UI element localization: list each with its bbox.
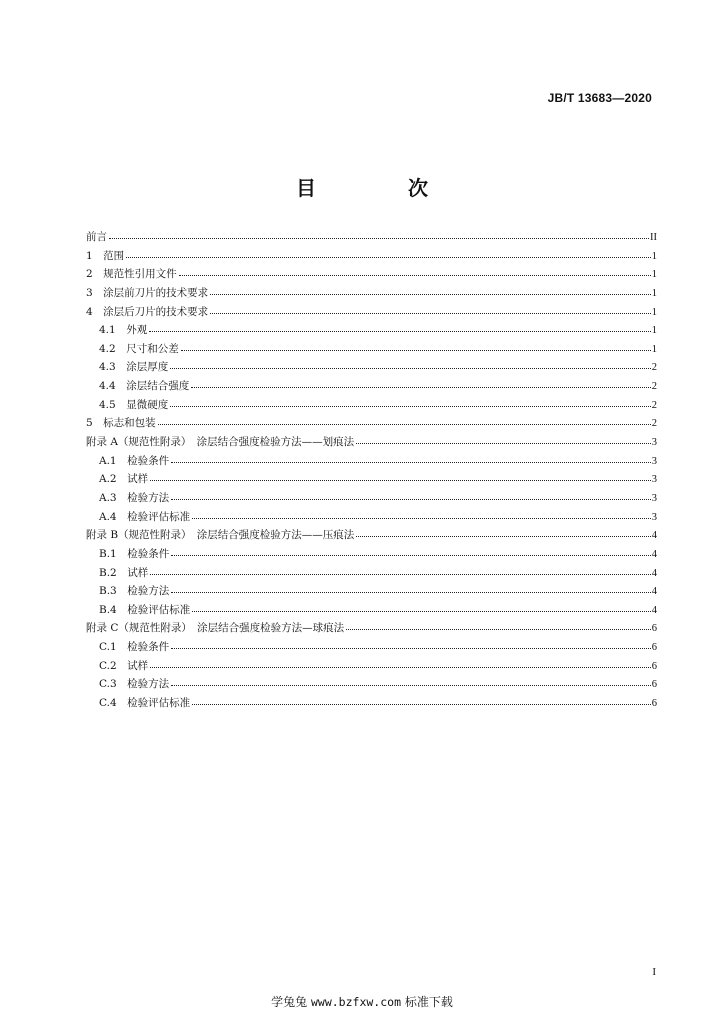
toc-entry-page: 1	[651, 287, 657, 299]
toc-entry-title: A.3 检验方法	[99, 491, 170, 504]
toc-entry-page: 1	[651, 306, 657, 318]
toc-entry[interactable]	[86, 414, 657, 433]
toc-entry[interactable]	[86, 358, 657, 377]
toc-entry-title: 4.5 显微硬度	[99, 398, 169, 411]
toc-entry[interactable]	[86, 433, 657, 452]
toc-entry[interactable]	[86, 619, 657, 638]
toc-entry-title: A.1 检验条件	[99, 454, 170, 467]
toc-entry[interactable]	[86, 340, 657, 359]
toc-dot-leader	[170, 399, 651, 407]
toc-entry-title: C.1 检验条件	[99, 641, 170, 654]
toc-entry[interactable]	[86, 489, 657, 508]
toc-entry-title: 5 标志和包装	[86, 417, 156, 430]
toc-dot-leader	[171, 492, 651, 500]
toc-entry-title: 2 规范性引用文件	[86, 268, 177, 281]
toc-dot-leader	[171, 641, 651, 649]
toc-entry-title: B.3 检验方法	[99, 585, 170, 598]
toc-entry-page: 2	[651, 418, 657, 430]
toc-entry[interactable]	[86, 545, 657, 564]
toc-dot-leader	[346, 622, 651, 630]
toc-entry-title: B.2 试样	[99, 566, 149, 579]
toc-dot-leader	[150, 660, 651, 668]
toc-dot-leader	[179, 268, 651, 276]
toc-entry-page: 1	[651, 250, 657, 262]
toc-entry[interactable]	[86, 303, 657, 322]
toc-entry-title: 附录 C（规范性附录） 涂层结合强度检验方法—球痕法	[86, 622, 345, 635]
toc-entry-page: 4	[651, 604, 657, 616]
toc-entry-title: 4 涂层后刀片的技术要求	[86, 305, 209, 318]
toc-entry-title: 3 涂层前刀片的技术要求	[86, 286, 209, 299]
toc-entry[interactable]	[86, 564, 657, 583]
toc-entry-title: 附录 A（规范性附录） 涂层结合强度检验方法——划痕法	[86, 436, 355, 449]
toc-dot-leader	[158, 417, 651, 425]
toc-entry-title: 前言	[86, 231, 107, 243]
toc-dot-leader	[150, 473, 651, 481]
toc-entry-title: 4.4 涂层结合强度	[99, 380, 190, 393]
footer-site-name: 学兔兔	[271, 995, 308, 1009]
toc-entry-page: 1	[651, 269, 657, 281]
toc-entry[interactable]	[86, 657, 657, 676]
toc-entry[interactable]	[86, 470, 657, 489]
toc-dot-leader	[210, 287, 651, 295]
footer-tagline: 标准下载	[404, 995, 453, 1009]
toc-dot-leader	[191, 380, 651, 388]
toc-dot-leader	[170, 361, 651, 369]
page-number: I	[652, 966, 656, 978]
toc-dot-leader	[171, 455, 651, 463]
toc-entry-page: II	[650, 232, 657, 243]
toc-entry-page: 6	[651, 623, 657, 635]
toc-entry-page: 6	[651, 698, 657, 710]
toc-entry-page: 1	[651, 343, 657, 355]
toc-dot-leader	[192, 511, 651, 519]
toc-entry-title: C.4 检验评估标准	[99, 697, 191, 710]
toc-entry-page: 6	[651, 679, 657, 691]
toc-dot-leader	[171, 678, 651, 686]
toc-entry[interactable]	[86, 638, 657, 657]
toc-entry-page: 2	[651, 362, 657, 374]
toc-entry-page: 2	[651, 399, 657, 411]
toc-entry-page: 3	[651, 455, 657, 467]
toc-entry[interactable]	[86, 694, 657, 713]
page-title: 目 次	[296, 176, 464, 200]
toc-entry-page: 3	[651, 492, 657, 504]
toc-entry-page: 1	[651, 325, 657, 337]
toc-entry[interactable]	[86, 452, 657, 471]
toc-entry[interactable]	[86, 396, 657, 415]
toc-entry[interactable]	[86, 675, 657, 694]
toc-entry-page: 4	[651, 548, 657, 560]
toc-entry-page: 4	[651, 530, 657, 542]
toc-entry-title: 4.2 尺寸和公差	[99, 342, 179, 355]
toc-entry-page: 2	[651, 381, 657, 393]
toc-entry-page: 6	[651, 642, 657, 654]
toc-entry-page: 4	[651, 567, 657, 579]
footer-url[interactable]: www.bzfxw.com	[310, 995, 401, 1009]
toc-entry[interactable]	[86, 321, 657, 340]
toc-entry[interactable]	[86, 601, 657, 620]
toc-dot-leader	[150, 567, 651, 575]
toc-entry[interactable]	[86, 247, 657, 266]
toc-entry-title: A.2 试样	[99, 473, 149, 486]
toc-dot-leader	[192, 604, 651, 612]
toc-entry-page: 3	[651, 474, 657, 486]
toc-entry[interactable]	[86, 508, 657, 527]
toc-entry-title: 附录 B（规范性附录） 涂层结合强度检验方法——压痕法	[86, 529, 355, 542]
toc-dot-leader	[171, 548, 651, 556]
toc-entry-title: 4.3 涂层厚度	[99, 361, 169, 374]
toc-entry-title: B.1 检验条件	[99, 547, 170, 560]
toc-dot-leader	[149, 324, 651, 332]
toc-entry-title: 4.1 外观	[99, 324, 148, 337]
toc-dot-leader	[356, 436, 651, 444]
toc-entry[interactable]	[86, 526, 657, 545]
standard-code: JB/T 13683—2020	[547, 91, 652, 105]
toc-entry-page: 3	[651, 437, 657, 449]
toc-dot-leader	[356, 529, 650, 537]
toc-dot-leader	[210, 306, 651, 314]
table-of-contents	[86, 228, 657, 713]
toc-dot-leader	[171, 585, 651, 593]
toc-dot-leader	[192, 697, 651, 705]
toc-entry[interactable]	[86, 377, 657, 396]
toc-entry[interactable]	[86, 284, 657, 303]
toc-entry-title: C.2 试样	[99, 659, 149, 672]
toc-entry-page: 3	[651, 511, 657, 523]
toc-dot-leader	[126, 250, 651, 258]
toc-entry[interactable]	[86, 582, 657, 601]
toc-entry-title: A.4 检验评估标准	[99, 510, 191, 523]
toc-dot-leader	[109, 231, 649, 239]
toc-entry[interactable]	[86, 228, 657, 247]
footer-watermark	[0, 993, 724, 1010]
toc-entry-title: B.4 检验评估标准	[99, 603, 191, 616]
toc-entry-page: 4	[651, 586, 657, 598]
toc-dot-leader	[181, 343, 651, 351]
toc-entry-page: 6	[651, 660, 657, 672]
toc-entry-title: C.3 检验方法	[99, 678, 170, 691]
toc-entry[interactable]	[86, 265, 657, 284]
toc-entry-title: 1 范围	[86, 249, 125, 262]
